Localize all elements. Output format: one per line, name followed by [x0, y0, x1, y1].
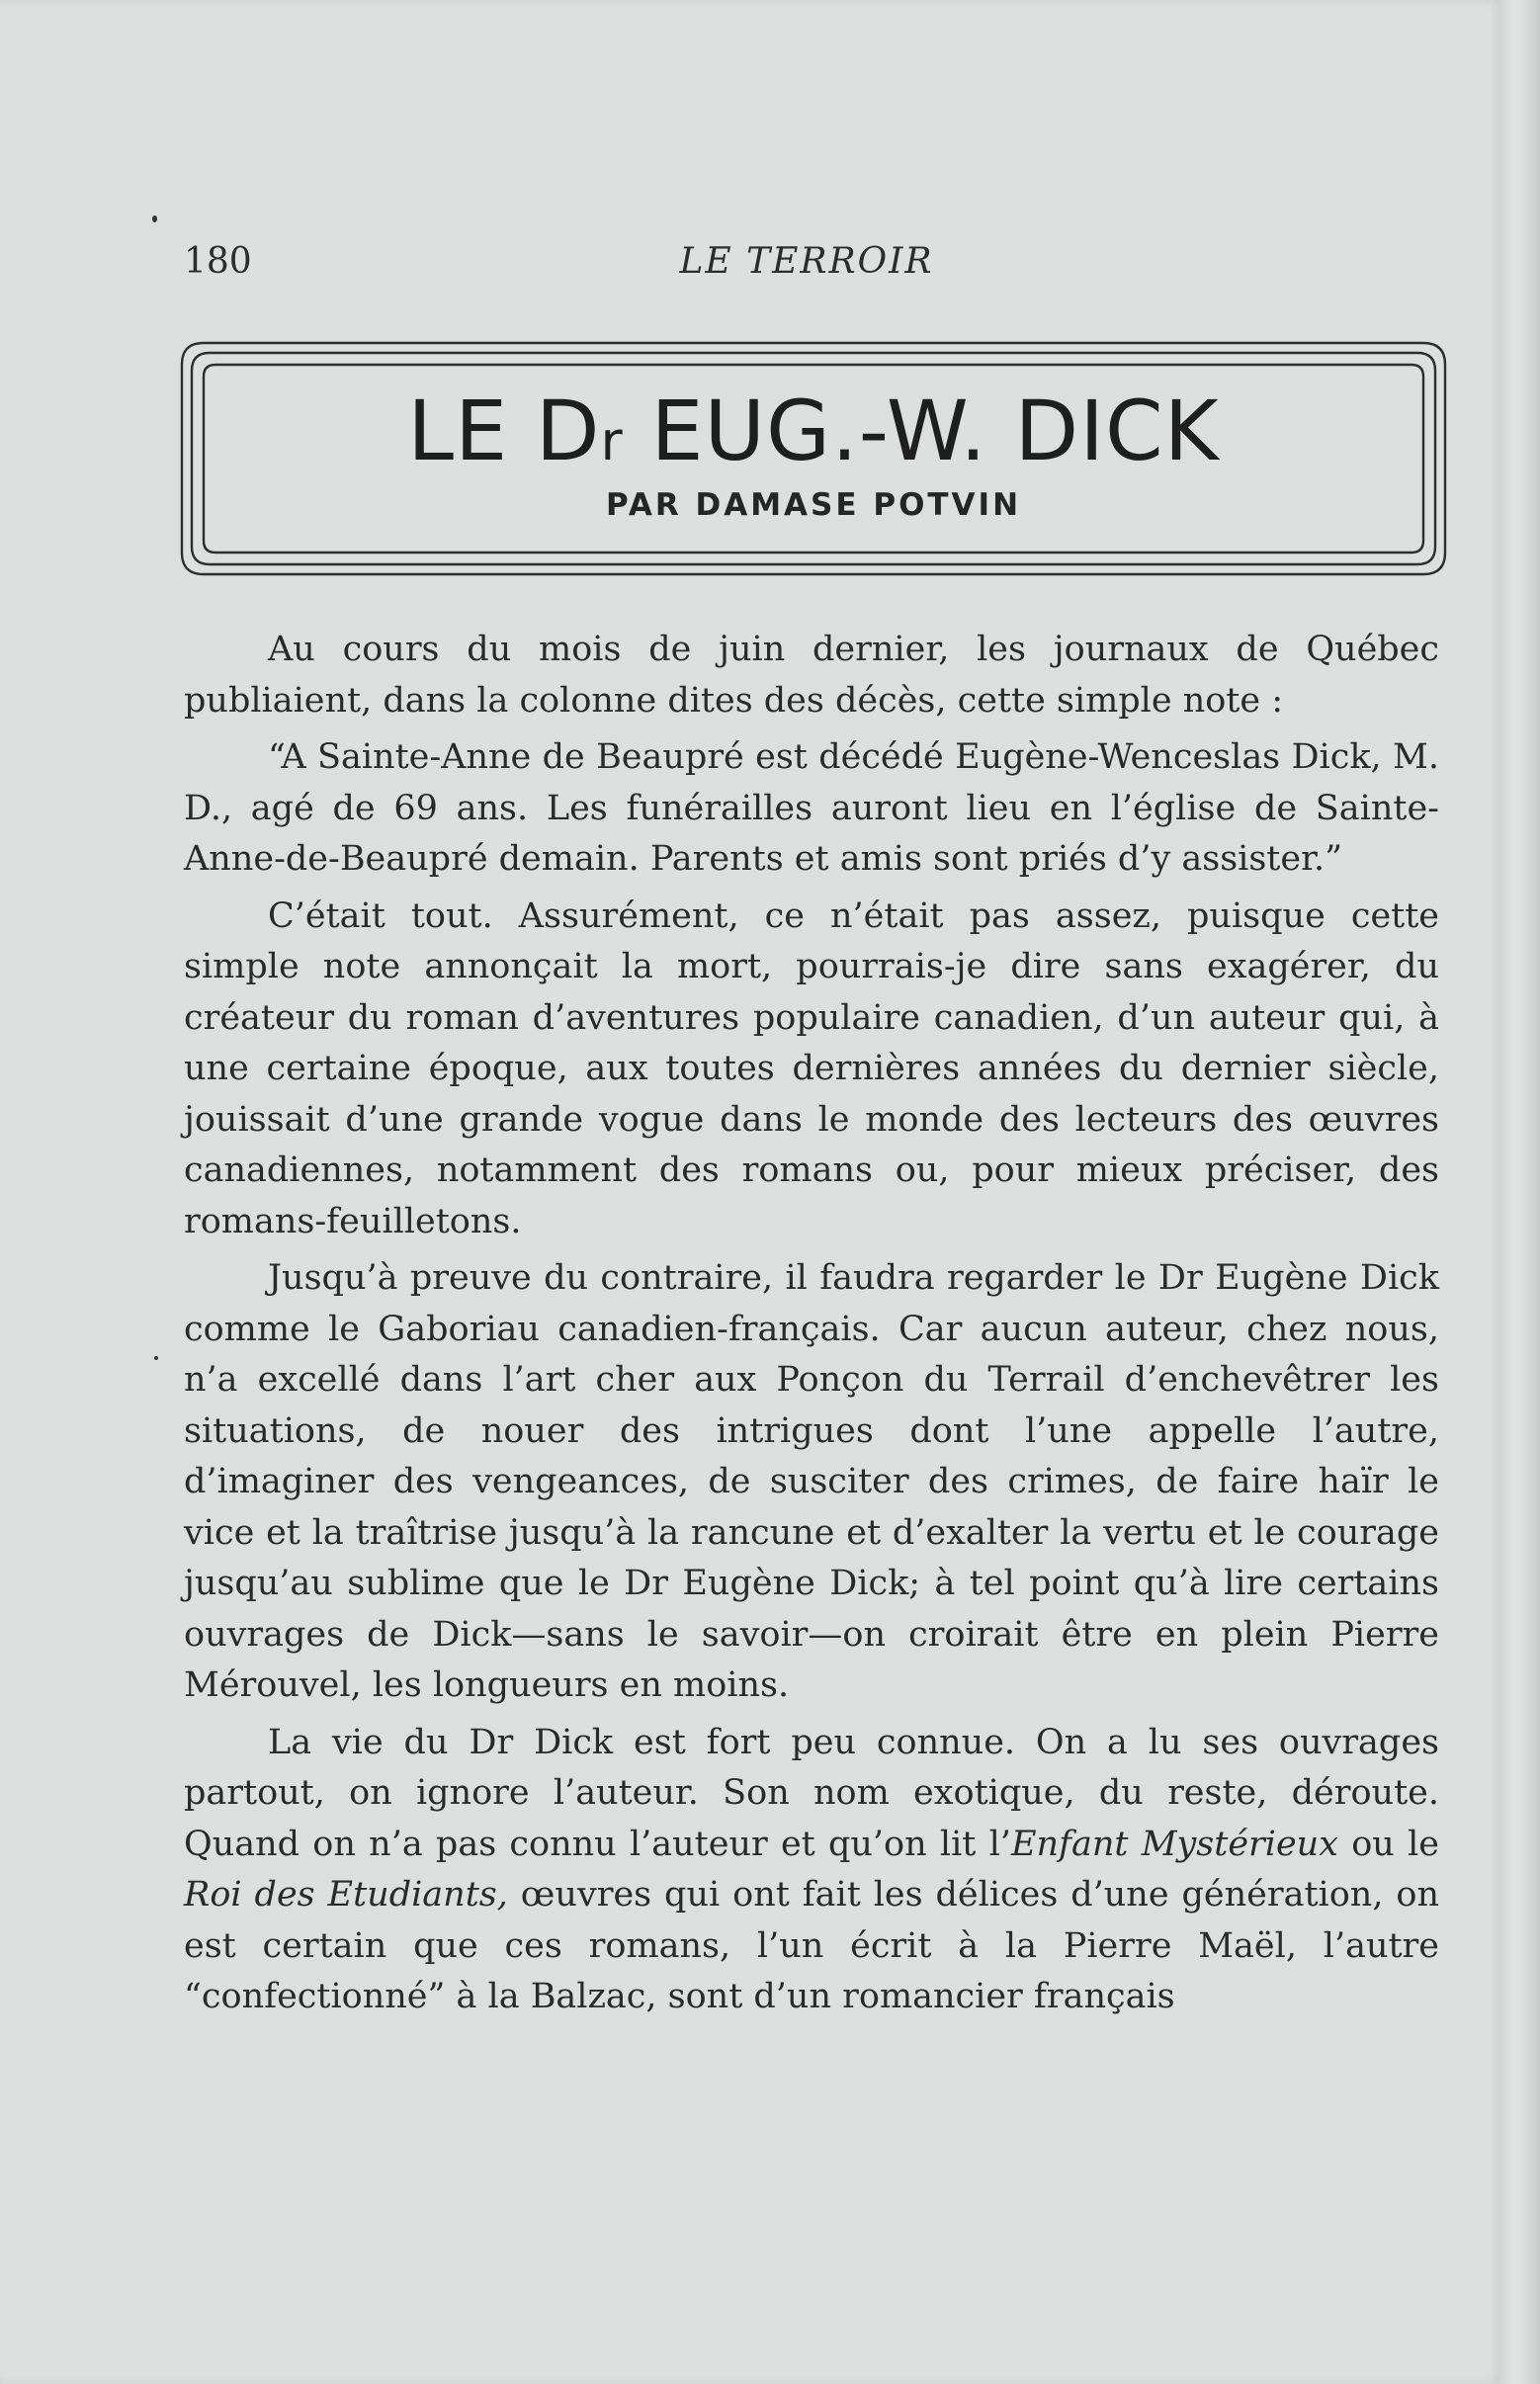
title-frame	[180, 341, 1447, 576]
book-title-enfant-mysterieux: Enfant Mystérieux	[1010, 1824, 1338, 1864]
ink-speck	[154, 1356, 158, 1360]
title-name: EUG.-W. DICK	[623, 383, 1220, 479]
paragraph-5	[184, 1718, 1439, 2023]
page-number: 180	[184, 241, 252, 282]
paragraph-4: Jusqu’à preuve du contraire, il faudra regarder le Dr Eugène Dick comme le Gaboriau canadien-français. Car aucun auteur, chez nous, n’a excellé dans l’art cher aux Ponçon du Terrail d’enchevêtrer les situations, de nouer des intrigues dont l’une appelle l’autre, d’imaginer des vengeances, de susciter des crimes, de faire haïr le vice et la traîtrise jusqu’à la rancune et d’exalter la vertu et le courage jusqu’au sublime que le Dr Eugène Dick; à tel point qu’à lire certains ouvrages de Dick—sans le savoir—on croirait être en plein Pierre Mérouvel, les longueurs en moins.	[184, 1258, 1439, 1705]
byline: PAR DAMASE POTVIN	[605, 487, 1022, 523]
article-body	[184, 625, 1439, 2029]
book-title-roi-des-etudiants: Roi des Etudiants,	[184, 1875, 508, 1915]
title-prefix: LE D	[407, 383, 601, 479]
journal-title: LE TERROIR	[679, 241, 934, 282]
paragraph-1: Au cours du mois de juin dernier, les journaux de Québec publiaient, dans la colonne dites des décès, cette simple note :	[184, 630, 1439, 721]
page-edge	[1498, 0, 1540, 2384]
ink-speck	[152, 215, 157, 222]
paragraph-5-text-a: La vie du Dr Dick est fort peu connue. On a lu ses ouvrages partout, on ignore l’auteur. Son nom exotique, du reste, déroute. Quand on n’a pas connu l’auteur et qu’on lit l’	[184, 1722, 1439, 1864]
paragraph-3: C’était tout. Assurément, ce n’était pas assez, puisque cette simple note annonçait la mort, pourrais-je dire sans exagérer, du créateur du roman d’aventures populaire canadien, d’un auteur qui, à une certaine époque, aux toutes dernières années du dernier siècle, jouissait d’une grande vogue dans le monde des lecteurs des œuvres canadiennes, notamment des romans ou, pour mieux préciser, des romans-feuilletons.	[184, 895, 1439, 1241]
paragraph-2-quote: “A Sainte-Anne de Beaupré est décédé Eugène-Wenceslas Dick, M. D., agé de 69 ans. Les funérailles auront lieu en l’église de Sainte-Anne-de-Beaupré demain. Parents et amis sont priés d’y assister.”	[184, 737, 1439, 879]
running-head	[184, 241, 1429, 291]
paragraph-5-text-b: ou le	[1337, 1824, 1439, 1864]
title-doctor-abbrev: r	[600, 410, 624, 472]
article-title	[180, 383, 1447, 479]
paragraph-5-text-c: œuvres qui ont fait les délices d’une génération, on est certain que ces romans, l’un écrit à la Pierre Maël, l’autre “confectionné” à la Balzac, sont d’un romancier français	[184, 1875, 1439, 2016]
